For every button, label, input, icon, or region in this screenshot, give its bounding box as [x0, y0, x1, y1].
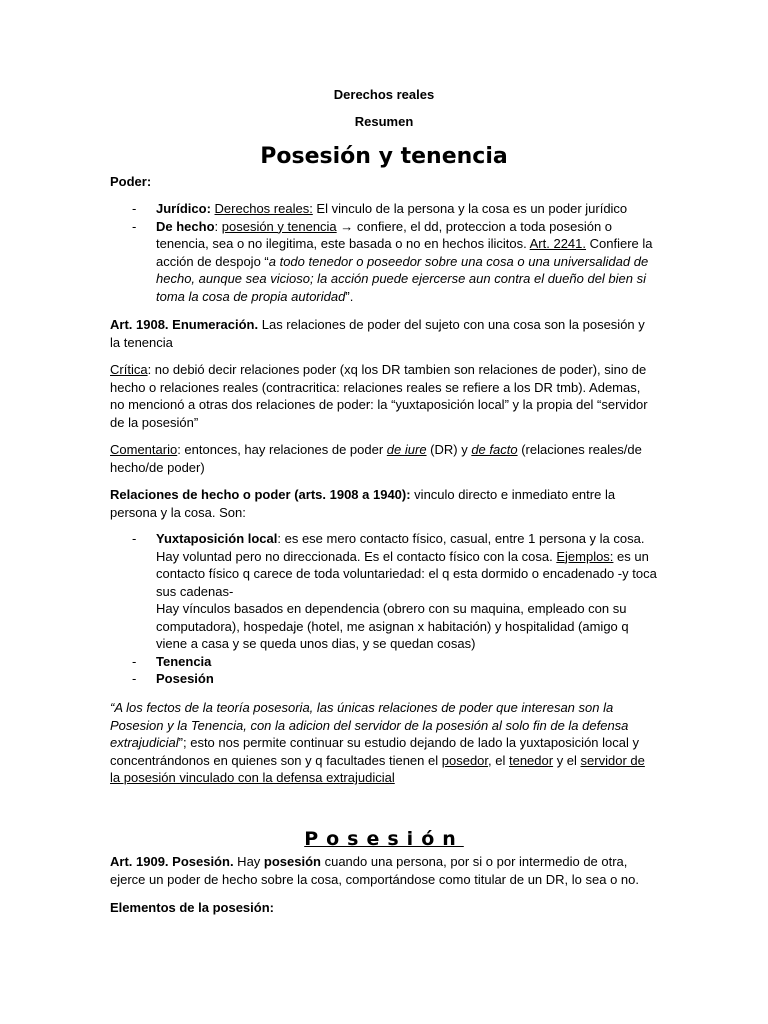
servidor-term: servidor de la posesión vinculado con la defensa extrajudicial: [110, 752, 645, 785]
list-item: [110, 200, 658, 218]
comentario-paragraph: [110, 441, 658, 476]
item-text: El vinculo de la persona y la cosa es un poder jurídico: [312, 201, 628, 216]
elementos-heading: Elementos de la posesión:: [110, 900, 274, 915]
cita-sep: y el: [553, 752, 581, 768]
item-end: ”.: [345, 288, 354, 304]
course-title: Derechos reales: [333, 87, 435, 102]
arrow-icon: →: [336, 218, 357, 234]
item-sep: :: [214, 218, 222, 234]
article-label: Art. 1909. Posesión.: [110, 854, 234, 869]
de-facto-term: de facto: [471, 442, 518, 457]
tenedor-term: tenedor: [508, 752, 554, 768]
item-label: Tenencia: [156, 653, 212, 669]
section-title: Posesión: [304, 828, 464, 850]
comentario-text: (relaciones reales/de hecho/de poder): [110, 442, 642, 475]
item-text: : es ese mero contacto físico, casual, entre 1 persona y la cosa. Hay voluntad pero no direccionada. Es el contacto físico con la cosa.: [156, 531, 645, 564]
critica-text: : no debió decir relaciones poder (xq los DR tambien son relaciones de poder), sino de hecho o relaciones reales (contracritica: relaciones reales se refiere a los DR tmb). Ademas, no mencionó a otras dos relaciones de poder: la “yuxtaposición local” y la propia del “servidor de la posesión”: [110, 362, 648, 430]
art-1908-paragraph: [110, 316, 658, 351]
item-extra: Hay vínculos basados en dependencia (obrero con su maquina, empleado con su computadora), hospedaje (hotel, me asignan x habitación) y hospitalidad (amigo q viene a casa y se queda unos dias, y se quedan cosas): [156, 601, 629, 651]
comentario-text: : entonces, hay relaciones de poder: [177, 442, 387, 457]
item-text: es un contacto físico q carece de toda voluntariedad: el q esta dormido o encadenado -y toca sus cadenas-: [156, 548, 657, 599]
relaciones-label: Relaciones de hecho o poder (arts. 1908 a 1940):: [110, 487, 411, 502]
art-1909-paragraph: [110, 853, 658, 888]
critica-label: Crítica: [110, 362, 148, 377]
article-ref: Art. 2241.: [529, 236, 587, 251]
item-label: De hecho: [156, 218, 215, 234]
item-text: confiere, el dd, proteccion a toda posesión o tenencia, sea o no ilegitima, este basada o no en hechos ilicitos.: [156, 218, 613, 251]
article-text: Hay: [233, 854, 264, 869]
page-title: Posesión y tenencia: [260, 144, 508, 169]
cita-text: ”; esto nos permite continuar su estudio dejando de lado la yuxtaposición local y concentrándonos en quienes son y q facultades tienen el: [110, 735, 639, 768]
poder-list: [110, 200, 658, 305]
item-ref: posesión y tenencia: [221, 218, 337, 234]
relaciones-list: [110, 530, 658, 688]
item-ref: Derechos reales:: [214, 201, 313, 216]
relaciones-paragraph: [110, 486, 658, 521]
list-item: [110, 670, 658, 688]
list-item: [110, 530, 658, 653]
poseedor-term: posedor: [441, 752, 489, 768]
article-quote: a todo tenedor o poseedor sobre una cosa o una universalidad de hecho, aunque sea vicioso; la acción puede ejercerse aun contra el dueño del bien si toma la cosa de propia autoridad: [156, 253, 649, 304]
article-bold-term: posesión: [263, 854, 321, 869]
poder-heading: Poder:: [110, 174, 152, 189]
item-label: Jurídico:: [156, 201, 211, 216]
article-text: cuando una persona, por si o por intermedio de otra, ejerce un poder de hecho sobre la cosa, comportándose como titular de un DR, lo sea o no.: [110, 854, 639, 887]
comentario-label: Comentario: [110, 442, 178, 457]
article-text: Las relaciones de poder del sujeto con una cosa son la posesión y la tenencia: [110, 317, 645, 350]
cita-sep: , el: [488, 752, 509, 768]
item-text: Confiere la acción de despojo “: [156, 236, 653, 269]
doc-subtitle: Resumen: [354, 114, 414, 129]
cita-quote: “A los fectos de la teoría posesoria, las únicas relaciones de poder que interesan son la Posesion y la Tenencia, con la adicion del servidor de la posesión al solo fin de la defensa extrajudicial: [110, 700, 629, 750]
cita-paragraph: [110, 699, 658, 787]
comentario-text: (DR) y: [426, 442, 472, 457]
item-label: Yuxtaposición local: [156, 531, 278, 546]
list-item: [110, 653, 658, 671]
list-item: [110, 218, 658, 306]
de-iure-term: de iure: [386, 442, 427, 457]
critica-paragraph: [110, 361, 658, 431]
relaciones-text: vinculo directo e inmediato entre la persona y la cosa. Son:: [110, 487, 616, 520]
article-label: Art. 1908. Enumeración.: [110, 317, 259, 332]
item-label: Posesión: [156, 671, 214, 686]
ejemplos-label: Ejemplos:: [556, 548, 614, 564]
